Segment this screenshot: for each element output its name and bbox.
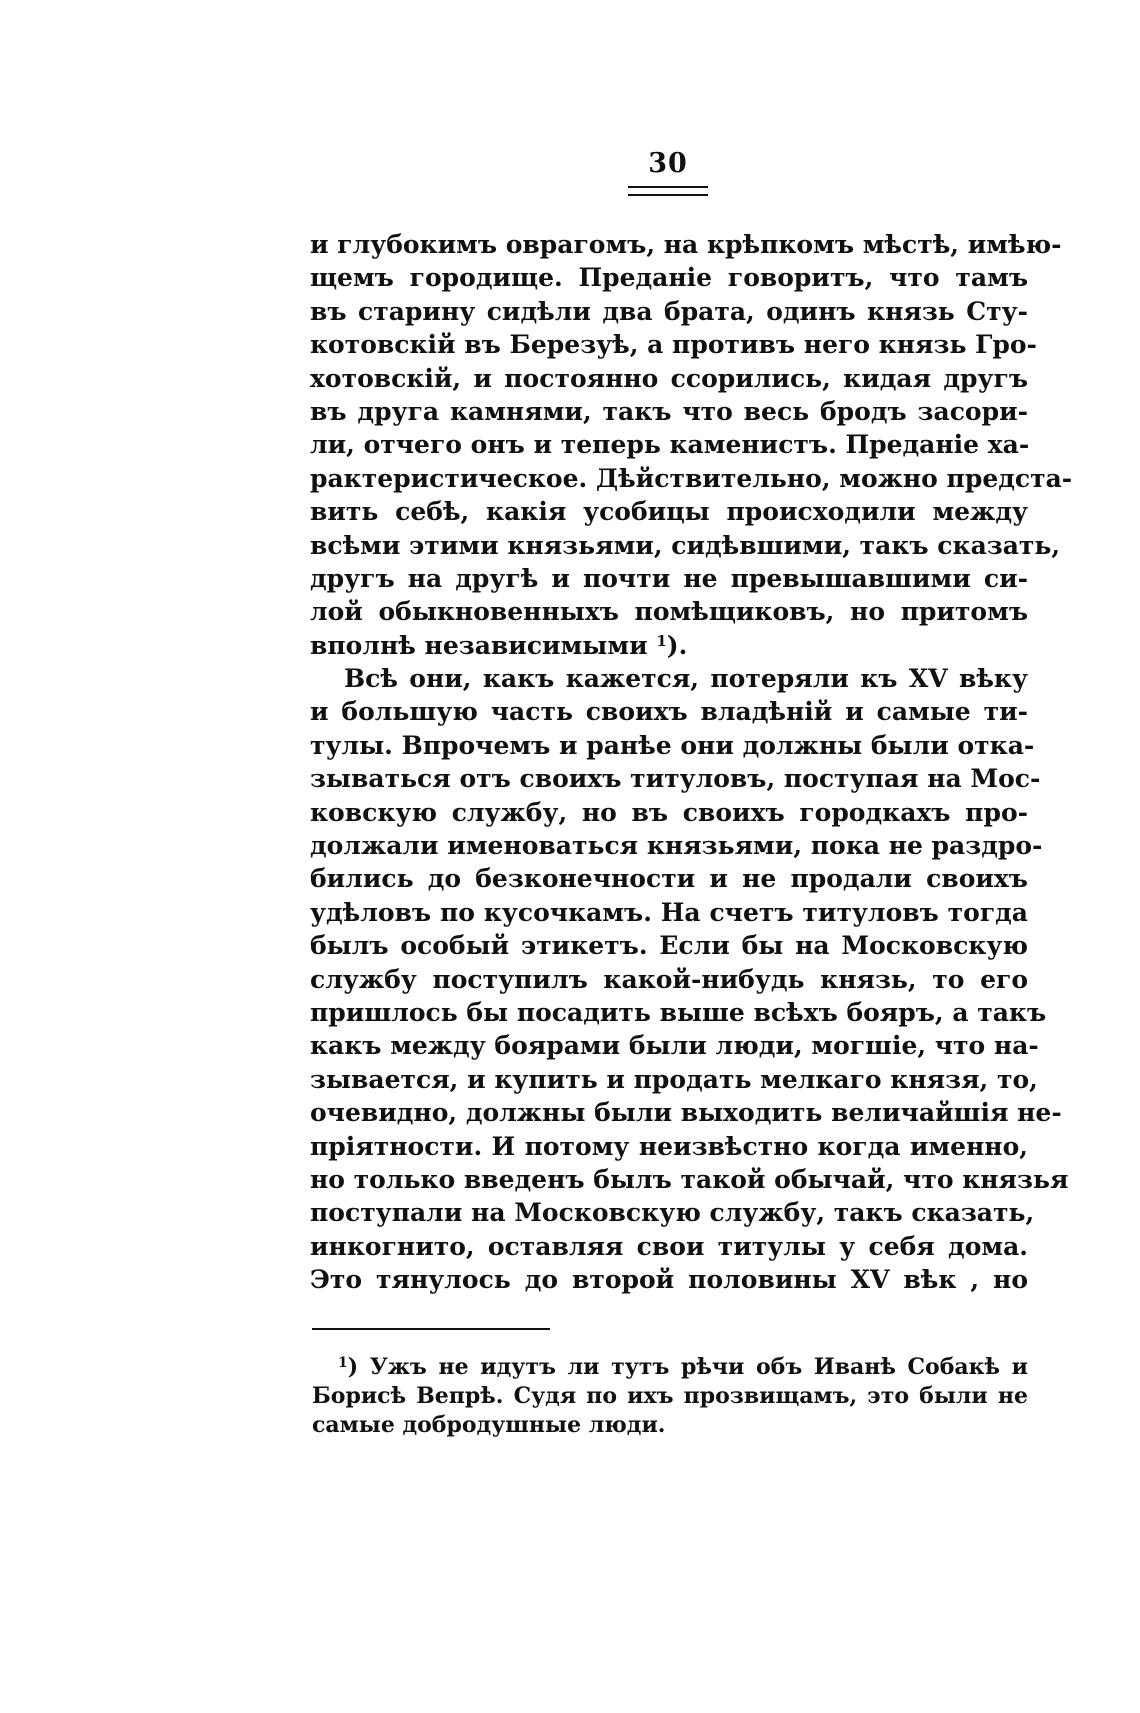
text-line: удѣловъ по кусочкамъ. На счетъ титуловъ тогда	[310, 897, 1028, 927]
text-line: пришлось бы посадить выше всѣхъ бояръ, а такъ	[310, 997, 1047, 1027]
text-line: но только введенъ былъ такой обычай, что князья	[310, 1164, 1069, 1194]
text-line: бились до безконечности и не продали своихъ	[310, 864, 1028, 894]
text-line: и большую часть своихъ владѣній и самые ти-	[310, 697, 1028, 727]
text-line: былъ особый этикетъ. Если бы на Московскую	[310, 931, 1028, 961]
text-line: лой обыкновенныхъ помѣщиковъ, но притомъ	[310, 597, 1028, 627]
text-line: всѣми этими князьями, сидѣвшими, такъ сказать,	[310, 530, 1061, 560]
footnote-marker: 1	[338, 1355, 348, 1371]
text-line: должали именоваться князьями, пока не раздро-	[310, 831, 1043, 861]
footnote-ref-closing: ).	[666, 630, 688, 660]
text-line: пріятности. И потому неизвѣстно когда именно,	[310, 1131, 1028, 1161]
footnote-line-content: ) Ужъ не идутъ ли тутъ рѣчи объ Иванѣ Собакѣ и	[347, 1354, 1028, 1380]
page-number-rule	[628, 186, 708, 196]
text-line: въ старину сидѣли два брата, одинъ князь Сту-	[310, 296, 1028, 326]
text-line: ли, отчего онъ и теперь каменистъ. Преданіе ха-	[310, 430, 1030, 460]
text-line: ковскую службу, но въ своихъ городкахъ про-	[310, 797, 1028, 827]
text-line: поступали на Московскую службу, такъ сказать,	[310, 1198, 1035, 1228]
text-line: службу поступилъ какой-нибудь князь, то его	[310, 964, 1028, 994]
text-line: котовскій въ Березуѣ, а противъ него князь Гро-	[310, 330, 1037, 360]
text-line-content: вполнѣ независимыми	[310, 630, 648, 660]
text-line: хотовскій, и постоянно ссорились, кидая другъ	[310, 363, 1028, 393]
text-line: Это тянулось до второй половины XV вѣк , но	[310, 1265, 1028, 1295]
text-line: и глубокимъ оврагомъ, на крѣпкомъ мѣстѣ, имѣю-	[310, 230, 1062, 259]
text-line: какъ между боярами были люди, могшіе, что на-	[310, 1031, 1039, 1061]
footnote-line	[312, 1353, 1028, 1382]
text-line: другъ на другѣ и почти не превышавшими си-	[310, 563, 1028, 593]
text-line: зываться отъ своихъ титуловъ, поступая на Мос-	[310, 764, 1041, 794]
footnote-separator	[312, 1328, 550, 1330]
text-line-with-footnote-ref	[310, 629, 1028, 662]
footnote-line: Борисѣ Вепрѣ. Судя по ихъ прозвищамъ, это были не	[312, 1383, 1028, 1409]
text-line: инкогнито, оставляя свои титулы у себя дома.	[310, 1231, 1028, 1261]
footnote	[312, 1353, 1028, 1440]
page-number: 30	[648, 148, 688, 179]
text-line: въ друга камнями, такъ что весь бродъ засори-	[310, 396, 1028, 426]
text-line: вить себѣ, какія усобицы происходили между	[310, 497, 1028, 527]
text-line: тулы. Впрочемъ и ранѣе они должны были отка-	[310, 730, 1035, 760]
text-line: щемъ городище. Преданіе говоритъ, что тамъ	[310, 263, 1028, 293]
footnote-ref-marker: 1	[656, 631, 667, 650]
body-text	[310, 228, 1073, 1297]
text-line: зывается, и купить и продать мелкаго князя, то,	[310, 1064, 1038, 1094]
text-line: очевидно, должны были выходить величайшія не-	[310, 1098, 1062, 1128]
text-line: Всѣ они, какъ кажется, потеряли къ XV вѣку	[344, 664, 1028, 694]
text-line: рактеристическое. Дѣйствительно, можно предста-	[310, 463, 1073, 493]
footnote-line: самые добродушные люди.	[312, 1412, 666, 1438]
